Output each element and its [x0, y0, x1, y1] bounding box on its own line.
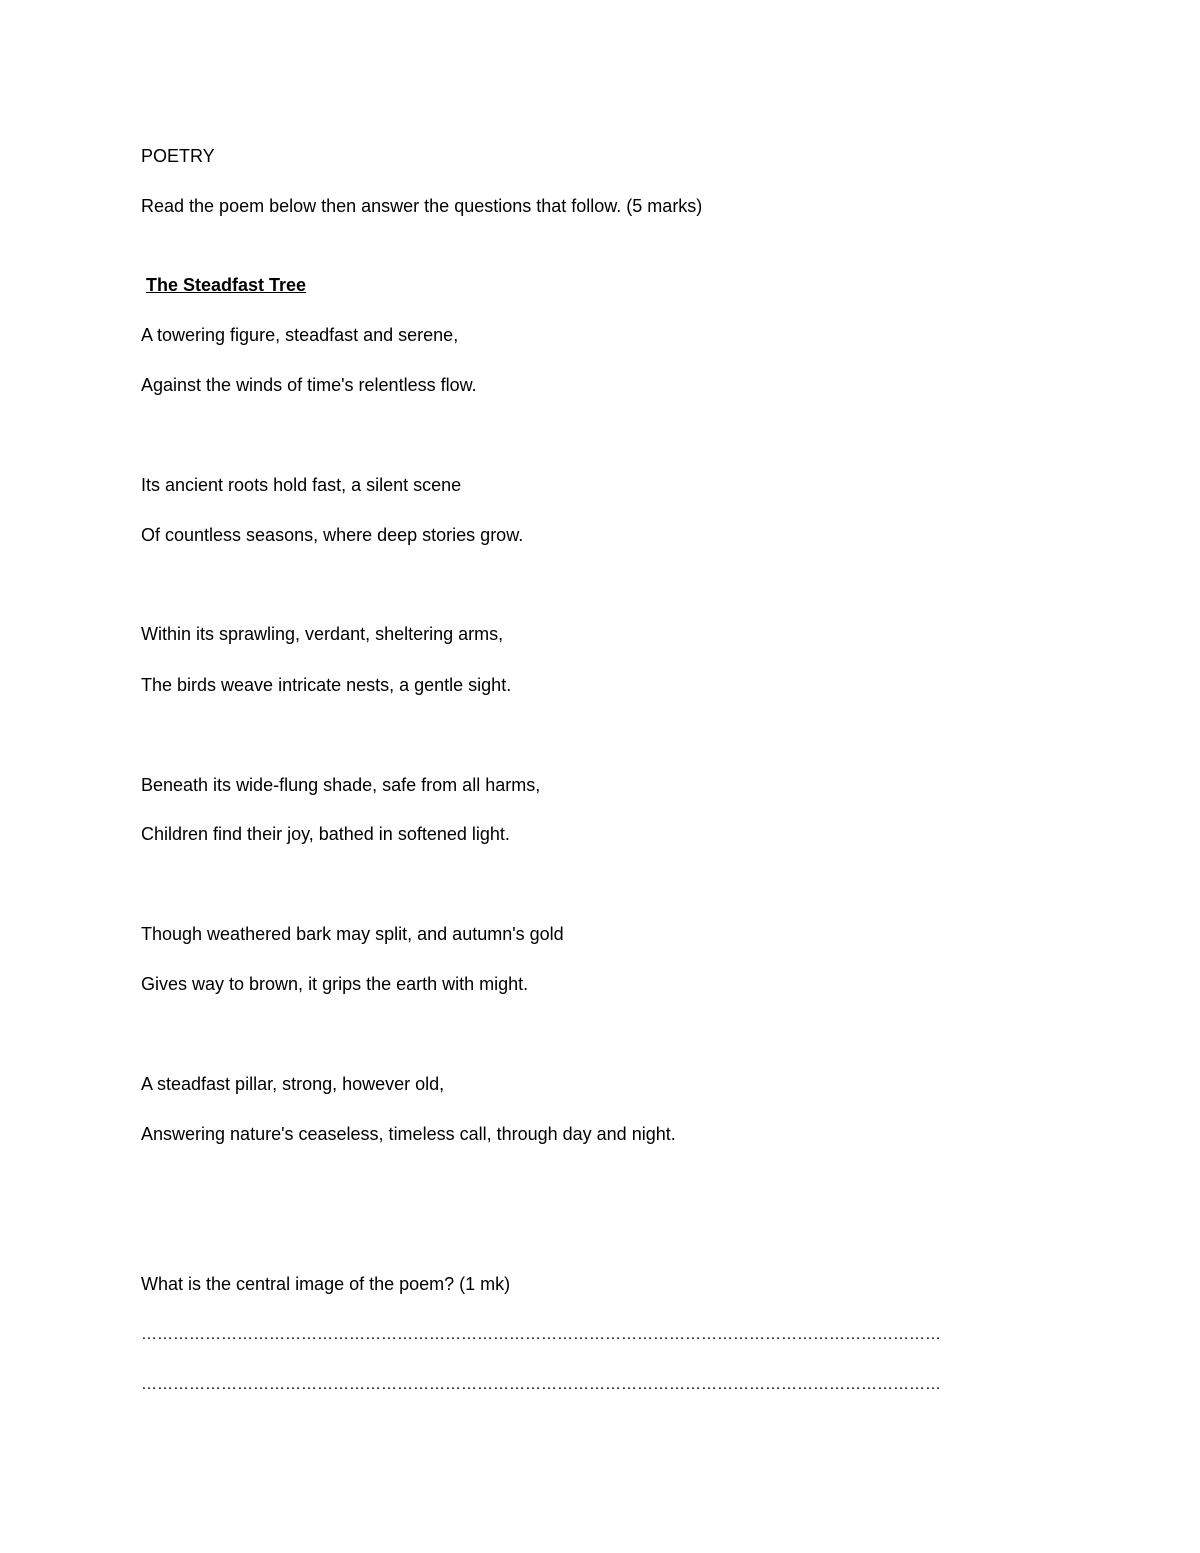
poem-title: The Steadfast Tree — [146, 275, 307, 295]
poem-line: Its ancient roots hold fast, a silent scene — [141, 475, 462, 495]
poem-line: Answering nature's ceaseless, timeless call, through day and night. — [141, 1124, 676, 1144]
poem-line: A steadfast pillar, strong, however old, — [141, 1074, 445, 1094]
section-heading: POETRY — [141, 146, 215, 166]
poem-line: Within its sprawling, verdant, sheltering arms, — [141, 624, 504, 644]
poem-line: Gives way to brown, it grips the earth with might. — [141, 974, 529, 994]
poem-line: Though weathered bark may split, and autumn's gold — [141, 924, 564, 944]
poem-line: Against the winds of time's relentless flow. — [141, 375, 477, 395]
answer-line: …………………………………………………………………………………………………………………………………… — [141, 1376, 941, 1393]
question-text: What is the central image of the poem? (1 mk) — [141, 1274, 511, 1294]
poem-line: A towering figure, steadfast and serene, — [141, 325, 459, 345]
instruction-text: Read the poem below then answer the questions that follow. (5 marks) — [141, 196, 703, 216]
poem-line: Children find their joy, bathed in softened light. — [141, 824, 510, 844]
poem-line: The birds weave intricate nests, a gentle sight. — [141, 675, 512, 695]
poem-line: Of countless seasons, where deep stories grow. — [141, 525, 524, 545]
poem-line: Beneath its wide-flung shade, safe from all harms, — [141, 775, 541, 795]
answer-line: …………………………………………………………………………………………………………………………………… — [141, 1326, 941, 1343]
